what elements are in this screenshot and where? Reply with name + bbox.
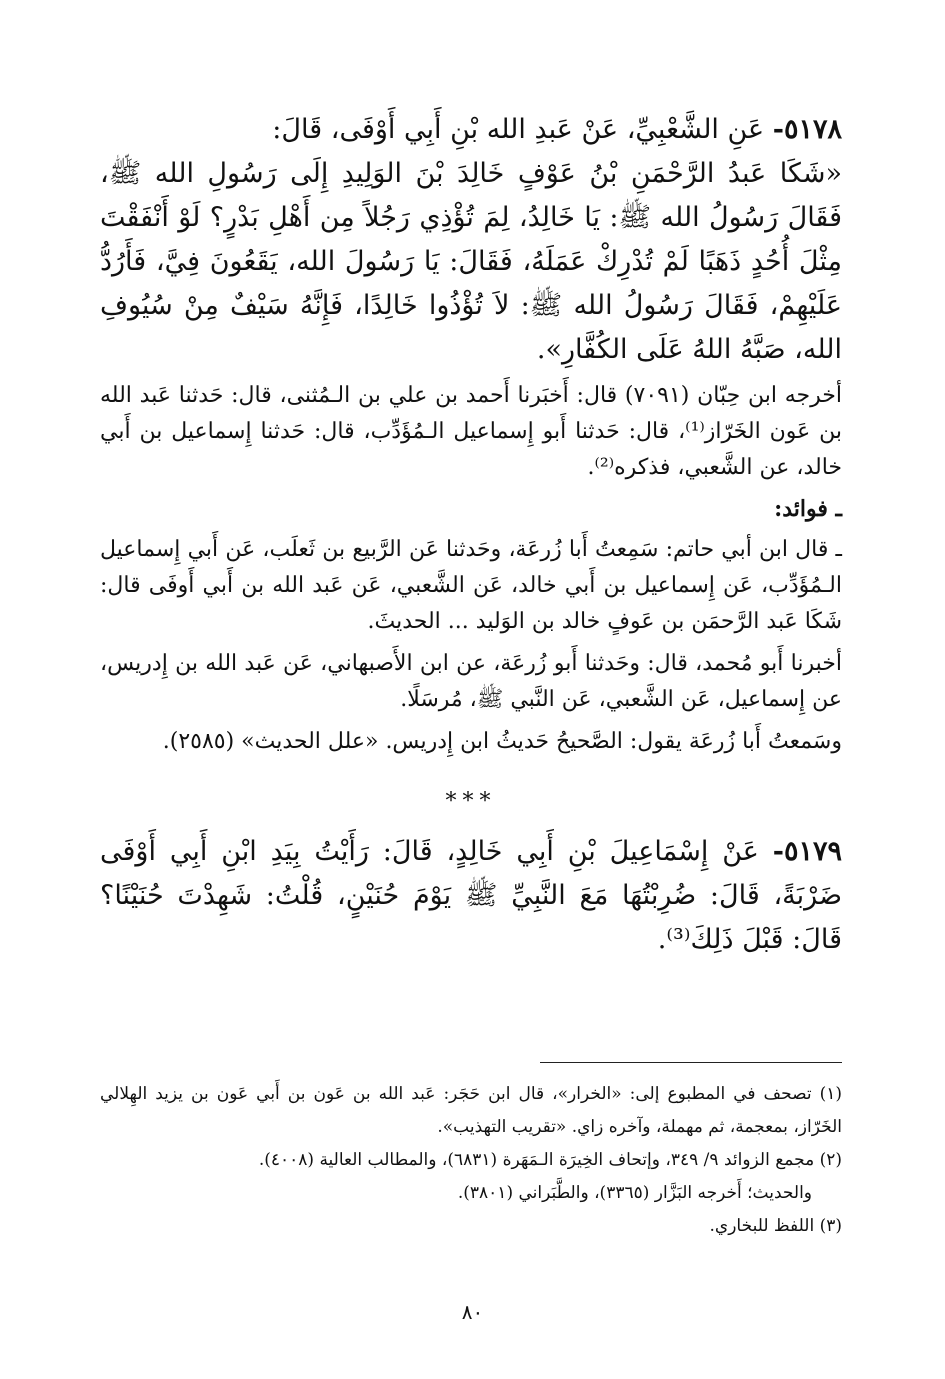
fawaid-paragraph-3: وسَمعتُ أَبا زُرعَة يقول: الصَّحيحُ حَديثُ ابن إِدريس. «علل الحديث» (٢٥٨٥). xyxy=(162,729,842,754)
page-number: ٨٠ xyxy=(461,1300,484,1324)
hadith-5178-isnad-text: عَنِ الشَّعْبِيِّ، عَنْ عَبدِ الله بْنِ أَبِي أَوْفَى، قَالَ: xyxy=(272,114,765,145)
hadith-5179-text: عَنْ إِسْمَاعِيلَ بْنِ أَبِي خَالِدٍ، قَالَ: رَأَيْتُ بِيَدِ ابْنِ أَبِي أَوْفَى ضَرْبَةً، قَالَ: ضُرِبْتُهَا مَعَ النَّبِيِّ ﷺ يَوْمَ حُنَيْنٍ، قُلْتُ: شَهِدْتَ حُنَيْنًا؟ قَالَ: قَبْلَ ذَلِكَ⁽³⁾. xyxy=(100,836,842,955)
fawaid-paragraph-1: ـ قال ابن أبي حاتم: سَمِعتُ أَبا زُرعَة، وحَدثنا عَن الرَّبيع بن ثَعلَب، عَن أَبي إِسماعيل الـمُؤَدِّب، عَن إِسماعيل بن أَبي خالد، عَن الشَّعبي، عَن عَبد الله بن أَبي أَوفَى قال: شَكَا عَبد الرَّحمَن بن عَوفٍ خالد بن الوَليد ... الحديثَ. xyxy=(100,537,842,634)
footnote-2-continuation: والحديث؛ أَخرجه البَزَّار (٣٣٦٥)، والطَّبَراني (٣٨٠١). xyxy=(457,1183,812,1203)
section-separator: *** xyxy=(445,789,497,814)
hadith-5178-number: ٥١٧٨- xyxy=(772,114,842,145)
fawaid-heading: ـ فوائد: xyxy=(774,496,842,522)
hadith-5178-matn: «شَكَا عَبدُ الرَّحْمَنِ بْنُ عَوْفٍ خَالِدَ بْنَ الوَلِيدِ إِلَى رَسُولِ الله ﷺ، فَقَالَ رَسُولُ الله ﷺ: يَا خَالِدُ، لِمَ تُؤْذِي رَجُلاً مِن أَهْلِ بَدْرٍ؟ لَوْ أَنْفَقْتَ مِثْلَ أُحُدٍ ذَهَبًا لَمْ تُدْرِكْ عَمَلَهُ، فَقَالَ: يَا رَسُولَ الله، يَقَعُونَ فِيَّ، فَأَرُدُّ عَلَيْهِمْ، فَقَالَ رَسُولُ الله ﷺ: لاَ تُؤْذُوا خَالِدًا، فَإِنَّهُ سَيْفٌ مِنْ سُيُوفِ الله، صَبَّهُ اللهُ عَلَى الكُفَّارِ». xyxy=(100,158,842,365)
hadith-5179 xyxy=(100,830,842,962)
hadith-5178-isnad xyxy=(100,108,842,152)
footnote-1: (١) تصحف في المطبوع إلى: «الخرار»، قال ابن حَجَر: عَبد الله بن عَون بن أَبي عَون بن يزيد الهِلالي الخَرّاز، بمعجمة، ثم مهملة، وآخره زاي. «تقريب التهذيب». xyxy=(100,1084,842,1137)
main-text xyxy=(100,108,842,962)
footnote-2: (٢) مجمع الزوائد ٩/ ٣٤٩، وإتحاف الخِيرَة الـمَهَرة (٦٨٣١)، والمطالب العالية (٤٠٠٨). xyxy=(258,1150,842,1170)
hadith-5179-number: ٥١٧٩- xyxy=(772,836,842,867)
footnote-rule xyxy=(540,1062,842,1063)
fawaid-paragraph-2: أخبرنا أَبو مُحمد، قال: وحَدثنا أَبو زُرعَة، عن ابن الأَصبهاني، عَن عَبد الله بن إِدريس، عن إِسماعيل، عَن الشَّعبي، عَن النَّبي ﷺ، مُرسَلًا. xyxy=(100,651,842,712)
footnotes xyxy=(100,1078,842,1243)
hadith-5178-takhrij: أخرجه ابن حِبّان (٧٠٩١) قال: أَخبَرنا أَحمد بن علي بن الـمُثنى، قال: حَدثنا عَبد الله بن عَون الخَرّاز⁽¹⁾، قال: حَدثنا أَبو إِسماعيل الـمُؤَدِّب، قال: حَدثنا إِسماعيل بن أَبي خالد، عن الشَّعبي، فذكره⁽²⁾. xyxy=(100,383,842,480)
footnote-3: (٣) اللفظ للبخاري. xyxy=(709,1216,842,1236)
